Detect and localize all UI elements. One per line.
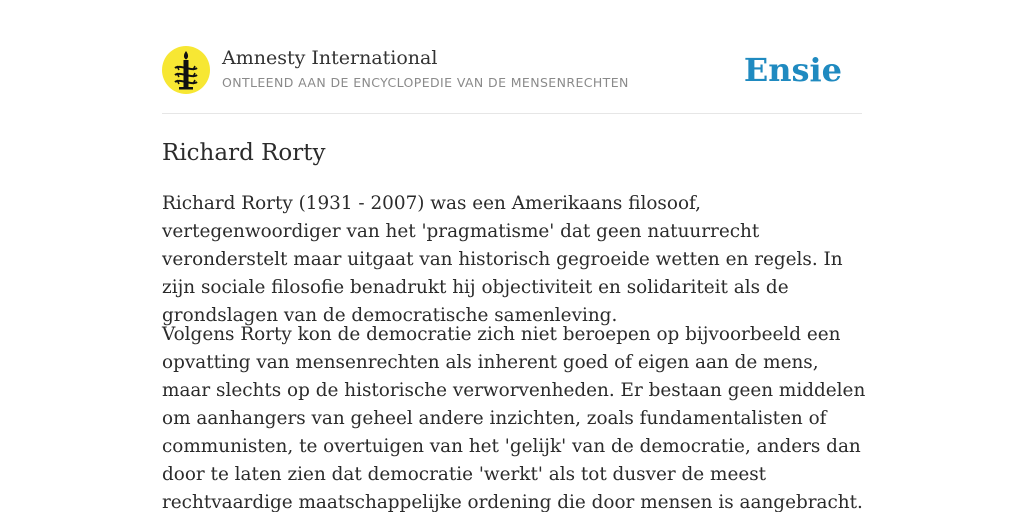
brand-subtitle: ONTLEEND AAN DE ENCYCLOPEDIE VAN DE MENSENRECHTEN: [222, 75, 629, 90]
article-title: Richard Rorty: [162, 140, 326, 166]
header-divider: [162, 113, 862, 114]
article-paragraph-2: Volgens Rorty kon de democratie zich niet beroepen op bijvoorbeeld een opvatting van mensenrechten als inherent goed of eigen aan de mens, maar slechts op de historische verworvenheden. Er bestaan geen middelen om aanhangers van geheel andere inzichten, zoals fundamentalisten of communisten, te overtuigen van het 'gelijk' van de democratie, anders dan door te laten zien dat democratie 'werkt' als tot dusver de meest rechtvaardige maatschappelijke ordening die door mensen is aangebracht.: [162, 324, 866, 512]
article-paragraph-1: Richard Rorty (1931 - 2007) was een Amerikaans filosoof, vertegenwoordiger van het 'pragmatisme' dat geen natuurrecht veronderstelt maar uitgaat van historisch gegroeide wetten en regels. In zijn sociale filosofie benadrukt hij objectiviteit en solidariteit als de grondslagen van de democratische samenleving.: [162, 193, 843, 326]
brand-name: Amnesty International: [222, 47, 438, 69]
amnesty-candle-logo-icon[interactable]: [162, 46, 210, 94]
page-header: [162, 46, 862, 96]
ensie-logo-link[interactable]: Ensie: [743, 51, 842, 89]
candle-barbed-wire-icon: [162, 46, 210, 94]
